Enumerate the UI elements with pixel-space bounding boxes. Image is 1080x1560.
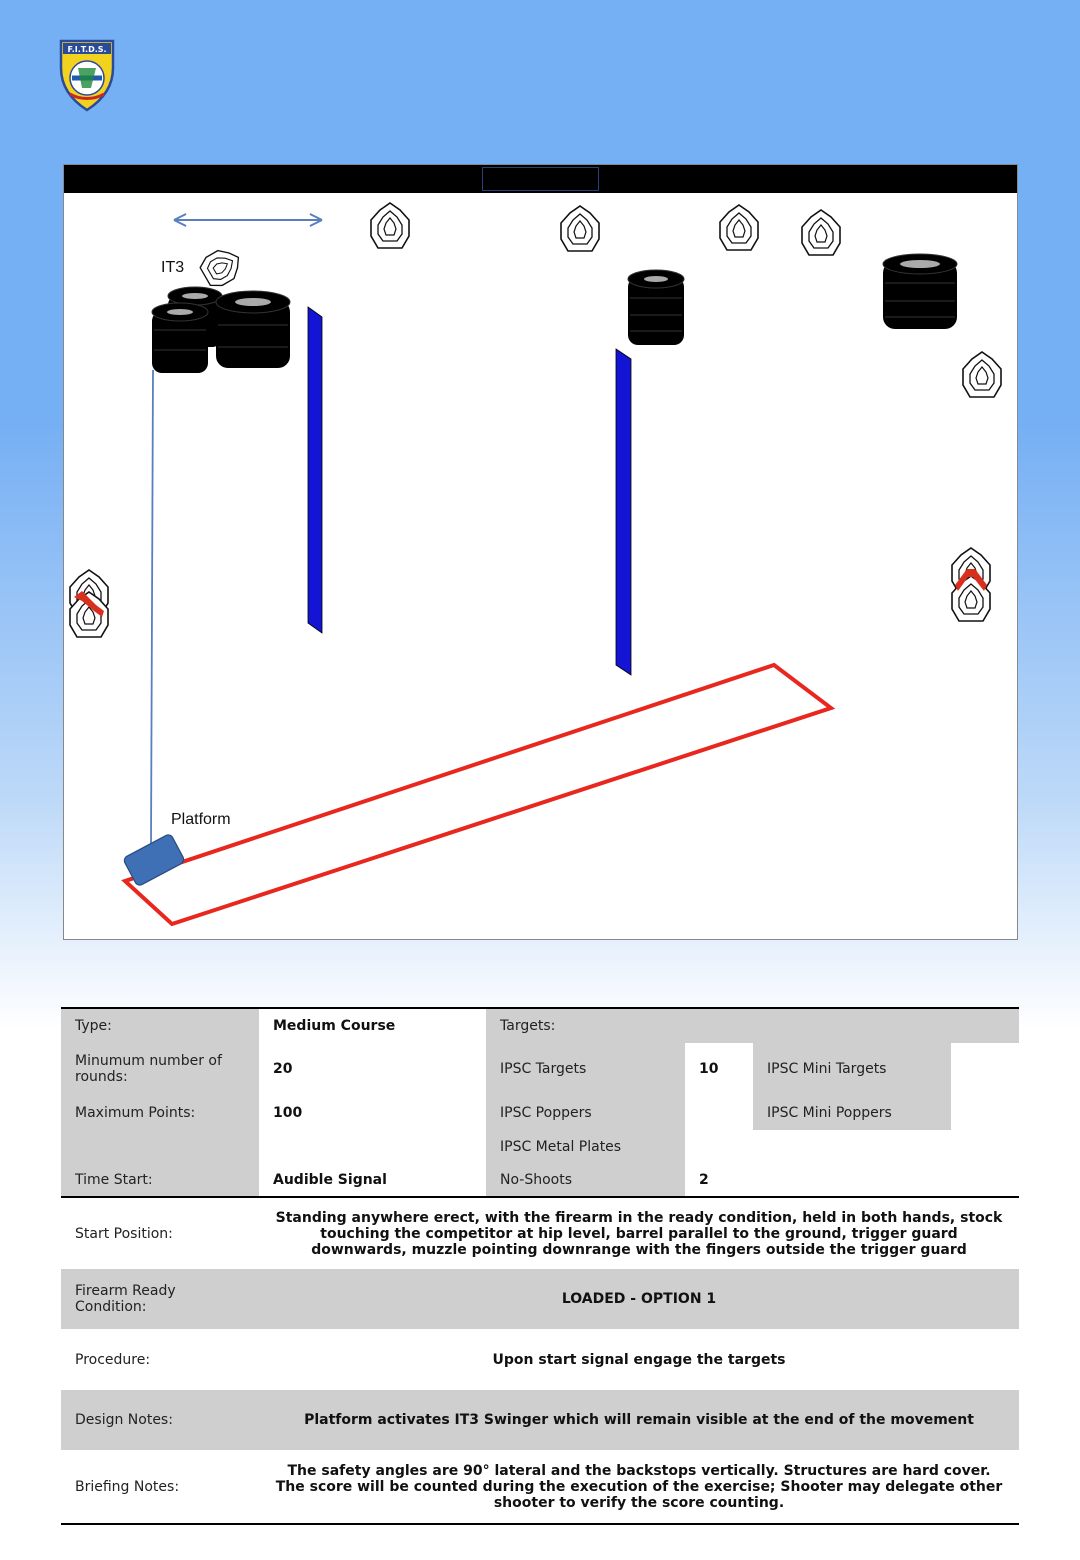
ipsc-metal-plates-label: IPSC Metal Plates	[486, 1130, 685, 1164]
tire-stack-right	[883, 254, 957, 329]
logo-text: F.I.T.D.S.	[67, 45, 107, 54]
ready-condition-value: LOADED - OPTION 1	[259, 1269, 1019, 1329]
stage-diagram	[63, 164, 1018, 940]
procedure-label: Procedure:	[61, 1329, 259, 1390]
stage-info	[61, 1007, 1019, 1525]
start-position-label: Start Position:	[61, 1197, 259, 1269]
shooting-area	[125, 665, 831, 924]
ipsc-poppers-label: IPSC Poppers	[486, 1095, 685, 1130]
fitds-logo	[58, 38, 116, 117]
ipsc-target	[371, 203, 409, 248]
ipsc-poppers-value	[685, 1095, 753, 1130]
design-notes-value: Platform activates IT3 Swinger which will remain visible at the end of the movement	[259, 1390, 1019, 1450]
procedure-value: Upon start signal engage the targets	[259, 1329, 1019, 1390]
ipsc-target	[720, 205, 758, 250]
ipsc-targets-value: 10	[685, 1043, 753, 1095]
time-start-value: Audible Signal	[259, 1164, 486, 1197]
it3-swinger-target	[197, 243, 246, 290]
platform-label: Platform	[171, 811, 231, 828]
design-notes-label: Design Notes:	[61, 1390, 259, 1450]
ipsc-target	[963, 352, 1001, 397]
ipsc-mini-targets-label: IPSC Mini Targets	[753, 1043, 951, 1095]
max-points-label: Maximum Points:	[61, 1095, 259, 1130]
min-rounds-value: 20	[259, 1043, 486, 1095]
time-start-label: Time Start:	[61, 1164, 259, 1197]
it3-label: IT3	[161, 259, 185, 276]
start-position-value: Standing anywhere erect, with the firearm in the ready condition, held in both hands, stock touching the competitor at hip level, barrel parallel to the ground, trigger guard downwards, muzzle pointing downrange with the fingers outside the trigger guard	[259, 1197, 1019, 1269]
no-shoots-value: 2	[685, 1164, 753, 1197]
ipsc-target	[802, 210, 840, 255]
tire-stack-center	[628, 270, 684, 345]
targets-label: Targets:	[486, 1008, 1019, 1043]
ipsc-mini-poppers-value	[951, 1095, 1019, 1130]
ipsc-targets-label: IPSC Targets	[486, 1043, 685, 1095]
min-rounds-label: Minumum number of rounds:	[61, 1043, 259, 1095]
type-label: Type:	[61, 1008, 259, 1043]
ipsc-mini-poppers-label: IPSC Mini Poppers	[753, 1095, 951, 1130]
max-points-value: 100	[259, 1095, 486, 1130]
ipsc-metal-plates-value	[685, 1130, 753, 1164]
briefing-notes-value: The safety angles are 90° lateral and the backstops vertically. Structures are hard cover. The score will be counted during the execution of the exercise; Shooter may delegate other shooter to verify the score counting.	[259, 1450, 1019, 1524]
activation-cable	[151, 370, 153, 843]
tire-stack-left	[152, 287, 290, 373]
no-shoots-label: No-Shoots	[486, 1164, 685, 1197]
wall-barrier	[616, 349, 631, 675]
swinger-movement-arrow	[174, 214, 322, 226]
target-group-left	[70, 570, 108, 637]
briefing-notes-label: Briefing Notes:	[61, 1450, 259, 1524]
ready-condition-label: Firearm Ready Condition:	[61, 1269, 259, 1329]
target-group-right	[952, 548, 990, 621]
ipsc-target	[561, 206, 599, 251]
stage-layout	[64, 165, 1018, 940]
ipsc-mini-targets-value	[951, 1043, 1019, 1095]
wall-barrier	[308, 307, 322, 633]
type-value: Medium Course	[259, 1008, 486, 1043]
